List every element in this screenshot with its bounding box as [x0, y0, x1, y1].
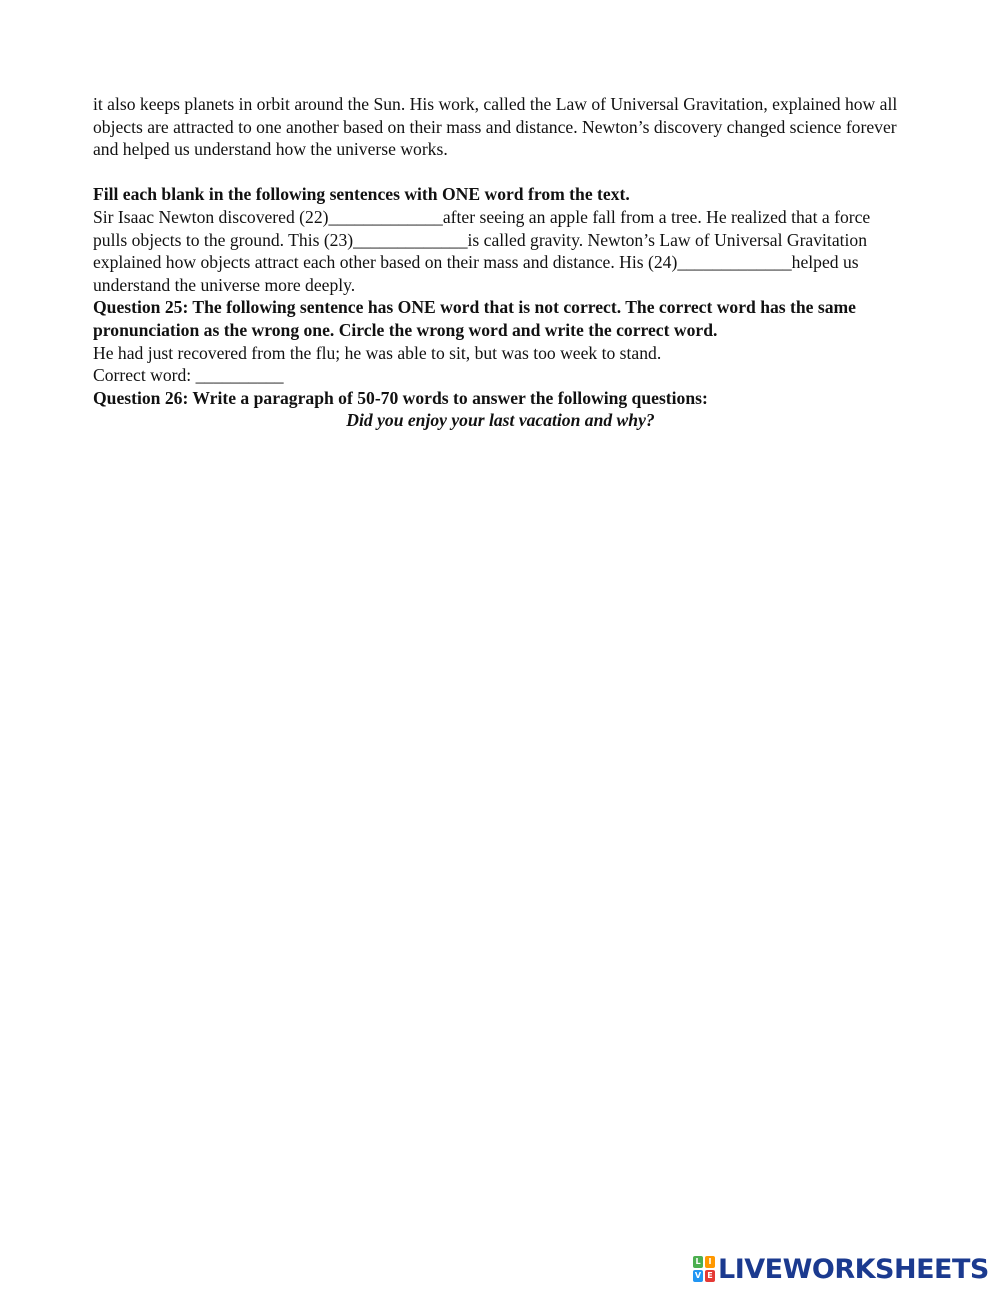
- question-26-prompt: Question 26: Write a paragraph of 50-70 words to answer the following questions:: [93, 387, 708, 408]
- correct-word-blank[interactable]: __________: [195, 365, 284, 386]
- fill-blanks-instruction: Fill each blank in the following sentences with ONE word from the text.: [93, 184, 630, 205]
- passage-continuation: it also keeps planets in orbit around the Sun. His work, called the Law of Universal Gravitation, explained how all objects are attracted to one another based on their mass and distance. Newton’s discovery changed science forever and helped us understand how the universe works.: [93, 94, 898, 160]
- sentence-part: helped us understand the universe more deeply.: [93, 252, 859, 295]
- logo-mark-letter: L: [693, 1256, 703, 1268]
- logo-mark-icon: [693, 1256, 715, 1282]
- question-25-sentence: He had just recovered from the flu; he was able to sit, but was too week to stand.: [93, 342, 662, 363]
- sentence-part: after seeing an apple fall from a tree. He realized that a force pulls objects to the ground. This (23): [93, 206, 871, 250]
- worksheet-content: [93, 93, 908, 432]
- logo-mark-letter: E: [705, 1270, 715, 1282]
- sentence-part: is called gravity. Newton’s Law of Universal Gravitation explained how objects attract each other based on their mass and distance. His (24): [93, 229, 867, 273]
- fill-blanks-paragraph: [93, 206, 908, 296]
- blank-23[interactable]: _____________: [353, 229, 468, 250]
- logo-mark-letter: I: [705, 1256, 715, 1268]
- logo-mark-letter: V: [694, 1271, 702, 1280]
- blank-22[interactable]: _____________: [328, 206, 443, 227]
- sentence-part: Sir Isaac Newton discovered (22): [93, 206, 329, 227]
- question-25-answer: [93, 364, 908, 387]
- blank-24[interactable]: _____________: [677, 252, 792, 273]
- logo-text: LIVEWORKSHEETS: [718, 1253, 989, 1285]
- correct-word-label: Correct word:: [93, 365, 196, 386]
- question-26-question: Did you enjoy your last vacation and why?: [346, 410, 655, 431]
- question-25-prompt: Question 25: The following sentence has ONE word that is not correct. The correct word has the same pronunciation as the wrong one. Circle the wrong word and write the correct word.: [93, 297, 856, 340]
- liveworksheets-logo: [693, 1255, 989, 1283]
